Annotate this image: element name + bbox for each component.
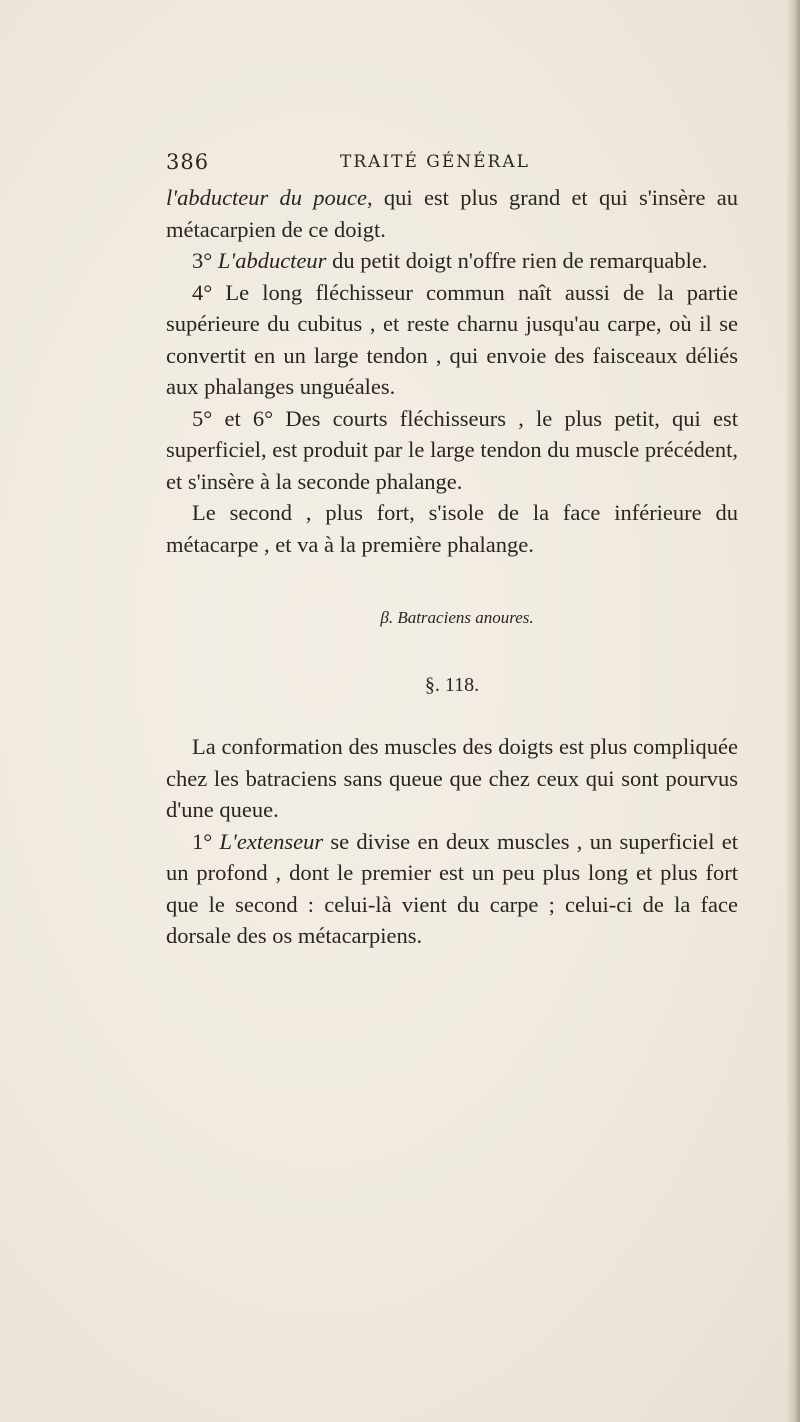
- paragraph-7: 1° L'extenseur se divise en deux muscles , un superficiel et un profond , dont le premier est un peu plus long et plus fort que le second : celui-là vient du carpe ; celui-ci de la face dorsale des os métacarpiens.: [166, 828, 738, 948]
- paragraph-6: La conformation des muscles des doigts est plus compliquée chez les batraciens sans queue que chez ceux qui sont pourvus d'une queue.: [166, 734, 738, 822]
- paragraph-4: 5° et 6° Des courts fléchisseurs , le plus petit, qui est superficiel, est produit par le large tendon du muscle précédent, et s'insère à la seconde phalange.: [166, 405, 738, 494]
- section-number: §. 118.: [424, 673, 480, 696]
- paragraph-2: 3° L'abducteur du petit doigt n'offre rien de remarquable.: [192, 248, 708, 273]
- paragraph-3: 4° Le long fléchisseur commun naît aussi de la partie supérieure du cubitus , et reste charnu jusqu'au carpe, où il se convertit en un large tendon , qui envoie des faisceaux déliés aux phalanges unguéales.: [166, 279, 738, 399]
- page-number: 386: [166, 150, 210, 174]
- subsection-heading: β. Batraciens anoures.: [380, 608, 534, 627]
- page-edge: [786, 0, 800, 1422]
- paragraph-1: l'abducteur du pouce, qui est plus grand et qui s'insère au métacarpien de ce doigt.: [166, 185, 738, 242]
- italic-term: l'abducteur du pouce: [166, 185, 368, 210]
- running-title: TRAITÉ GÉNÉRAL: [340, 152, 530, 172]
- italic-term: L'extenseur: [219, 828, 324, 854]
- italic-term: L'abducteur: [217, 248, 327, 273]
- body-text: [166, 182, 738, 952]
- paragraph-5: Le second , plus fort, s'isole de la face inférieure du métacarpe , et va à la première phalange.: [166, 500, 738, 557]
